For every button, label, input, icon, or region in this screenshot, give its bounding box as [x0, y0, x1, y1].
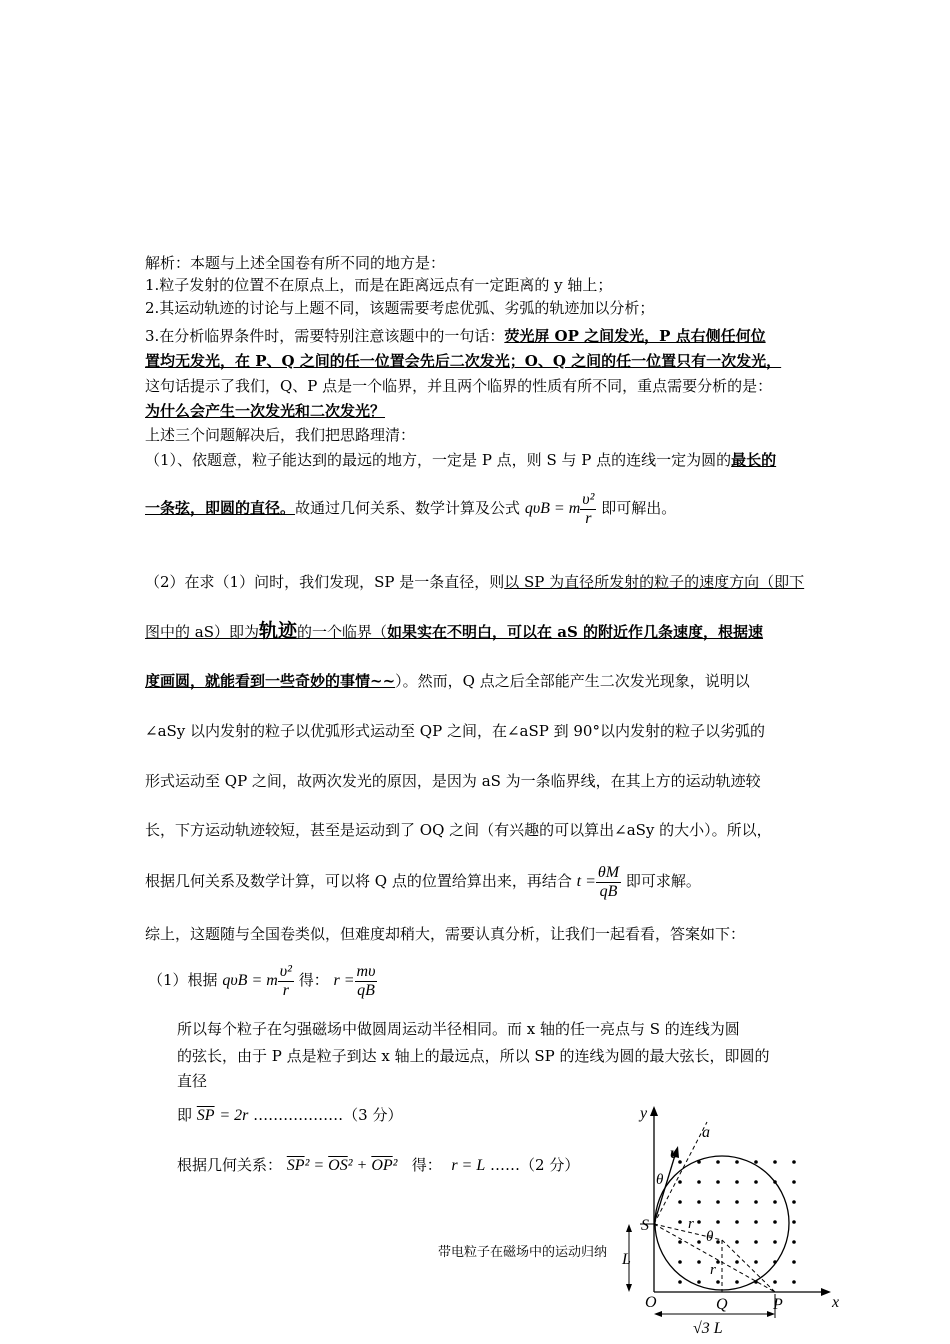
label-s: S — [641, 1217, 649, 1234]
analysis-line-17 — [145, 861, 701, 902]
formula-time-lhs: t = — [576, 873, 596, 890]
field-dot — [773, 1160, 777, 1164]
field-dot — [754, 1220, 758, 1224]
analysis-line-4-text: 3.在分析临界条件时，需要特别注意该题中的一句话： — [145, 327, 505, 345]
answer-line-6-sq3: ² — [392, 1157, 398, 1174]
field-dot — [754, 1260, 758, 1264]
answer-line-6-sq1: ² = — [304, 1157, 329, 1174]
answer-line-6-score: ……（2 分） — [490, 1156, 580, 1174]
analysis-line-6: 这句话提示了我们，Q、P 点是一个临界，并且两个临界的性质有所不同，重点需要分析的是： — [145, 377, 773, 395]
answer-line-1-text: （1）根据 — [148, 971, 218, 989]
analysis-line-11-text: （2）在求（1）问时，我们发现，SP 是一条直径，则 — [145, 573, 505, 591]
label-theta-2: θ — [706, 1229, 714, 1245]
analysis-line-10-text: 故通过几何关系、数学计算及公式 — [295, 499, 521, 517]
analysis-line-11 — [145, 571, 804, 593]
field-dot — [773, 1280, 777, 1284]
field-dot — [735, 1180, 739, 1184]
y-axis-arrow — [650, 1106, 658, 1116]
label-y: y — [640, 1105, 648, 1122]
field-dot — [716, 1160, 720, 1164]
label-q: Q — [716, 1296, 728, 1313]
field-dot — [735, 1240, 739, 1244]
answer-line-5-eq: = 2r — [219, 1107, 249, 1124]
field-dot — [754, 1240, 758, 1244]
field-dot — [773, 1200, 777, 1204]
field-dot — [754, 1200, 758, 1204]
formula-answer-lhs: qυB = m — [222, 972, 278, 989]
answer-line-6-result: r = L — [451, 1157, 486, 1174]
field-dot — [716, 1180, 720, 1184]
analysis-line-13 — [145, 670, 750, 692]
analysis-line-17-text: 根据几何关系及数学计算，可以将 Q 点的位置给算出来，再结合 — [145, 872, 572, 890]
label-o: O — [645, 1294, 657, 1311]
field-dot — [678, 1200, 682, 1204]
field-dot — [716, 1240, 720, 1244]
field-dot — [792, 1160, 796, 1164]
analysis-line-11-underline: 以 SP 为直径所发射的粒子的速度方向（即下 — [504, 573, 805, 591]
field-dot — [792, 1260, 796, 1264]
velocity-vector — [654, 1152, 676, 1224]
field-dot — [697, 1240, 701, 1244]
formula-radius-lhs: r = — [333, 972, 355, 989]
analysis-line-2: 1.粒子发射的位置不在原点上，而是在距离远点有一定距离的 y 轴上； — [145, 276, 613, 294]
label-p: P — [773, 1296, 783, 1313]
answer-line-1-got: 得： — [298, 971, 329, 989]
analysis-line-4-emphasis: 荧光屏 OP 之间发光，P 点右侧任何位 — [504, 327, 766, 345]
answer-line-6-prefix: 根据几何关系： — [177, 1156, 283, 1174]
analysis-line-3: 2.其运动轨迹的讨论与上题不同，该题需要考虑优弧、劣弧的轨迹加以分析； — [145, 299, 655, 317]
field-dot — [792, 1240, 796, 1244]
answer-line-5-prefix: 即 — [177, 1106, 193, 1124]
formula-radius-numerator: mυ — [356, 962, 376, 980]
analysis-line-16: 长，下方运动轨迹较短，甚至是运动到了 OQ 之间（有兴趣的可以算出∠aSy 的大小）。所以， — [145, 821, 772, 839]
field-dot — [697, 1260, 701, 1264]
analysis-line-1: 解析：本题与上述全国卷有所不同的地方是： — [145, 254, 446, 272]
field-dot — [735, 1200, 739, 1204]
formula-time-numerator: θM — [597, 863, 620, 881]
field-dot — [773, 1220, 777, 1224]
formula-answer-denominator: r — [282, 981, 289, 999]
field-dot — [792, 1200, 796, 1204]
answer-line-5-score: ………………（3 分） — [253, 1106, 403, 1124]
field-dot — [773, 1240, 777, 1244]
field-dot — [697, 1180, 701, 1184]
label-sqrt3l: √3 L — [693, 1320, 723, 1337]
label-r-2: r — [710, 1262, 716, 1278]
field-dot — [716, 1260, 720, 1264]
analysis-line-12-underline: 图中的 aS）即为 — [145, 623, 259, 641]
field-dot — [716, 1280, 720, 1284]
analysis-line-9-text: （1）、依题意，粒子能达到的最远的地方，一定是 P 点，则 S 与 P 点的连线一定为圆的 — [145, 451, 732, 469]
label-v: υ — [670, 1145, 678, 1162]
field-dot — [697, 1280, 701, 1284]
page-footer: 带电粒子在磁场中的运动归纳 — [438, 1245, 608, 1260]
answer-line-4: 直径 — [177, 1072, 208, 1090]
analysis-line-12 — [145, 620, 763, 643]
segment-sp: $\overline{SP}$ — [196, 1107, 215, 1124]
segment-op: $\overline{OP}$ — [371, 1157, 393, 1174]
analysis-line-4 — [145, 325, 766, 347]
formula-answer-fraction — [278, 963, 294, 1000]
field-dot — [678, 1260, 682, 1264]
analysis-line-8: 上述三个问题解决后，我们把思路理清： — [145, 426, 416, 444]
formula-answer-numerator: υ² — [279, 962, 292, 980]
analysis-line-13-emphasis: 度画圆，就能看到一些奇妙的事情~~ — [145, 672, 396, 690]
analysis-line-10 — [145, 488, 676, 529]
answer-line-5 — [177, 1100, 402, 1131]
analysis-line-9 — [145, 449, 776, 471]
answer-line-2: 所以每个粒子在匀强磁场中做圆周运动半径相同。而 x 轴的任一亮点与 S 的连线为圆 — [177, 1020, 740, 1038]
label-x: x — [832, 1294, 840, 1311]
answer-line-3: 的弦长，由于 P 点是粒子到达 x 轴上的最远点，所以 SP 的连线为圆的最大弦长，即圆的 — [177, 1047, 770, 1065]
formula-lorentz-fraction — [580, 491, 596, 528]
field-dot — [716, 1220, 720, 1224]
answer-line-1 — [148, 960, 377, 1001]
field-dot — [792, 1220, 796, 1224]
segment-os: $\overline{OS}$ — [328, 1157, 348, 1174]
analysis-line-12-text: 的一个临界（ — [297, 623, 388, 641]
label-l: L — [622, 1251, 631, 1268]
analysis-line-15: 形式运动至 QP 之间，故两次发光的原因，是因为 aS 为一条临界线，在其上方的运动轨迹较 — [145, 772, 761, 790]
formula-lorentz-denominator: r — [585, 509, 592, 527]
magnetic-field-diagram — [610, 1100, 850, 1344]
analysis-line-7: 为什么会产生一次发光和二次发光？ — [145, 402, 386, 420]
x-axis-arrow — [821, 1288, 831, 1296]
analysis-line-10-emphasis: 一条弦，即圆的直径。 — [145, 499, 296, 517]
field-dot — [735, 1160, 739, 1164]
analysis-line-5: 置均无发光，在 P、Q 之间的任一位置会先后二次发光；O、Q 之间的任一位置只有一次发光， — [145, 352, 782, 370]
analysis-line-10-tail: 即可解出。 — [601, 499, 677, 517]
field-dot — [678, 1220, 682, 1224]
field-dot — [697, 1200, 701, 1204]
label-theta-1: θ — [656, 1172, 664, 1188]
analysis-line-18: 综上，这题随与全国卷类似，但难度却稍大，需要认真分析，让我们一起看看，答案如下： — [145, 925, 746, 943]
formula-time-denominator: qB — [599, 882, 618, 900]
field-dot — [678, 1160, 682, 1164]
answer-line-6-sq2: ² + — [347, 1157, 372, 1174]
dimension-sqrt3l-left — [654, 1311, 662, 1317]
field-dot — [735, 1260, 739, 1264]
answer-line-6 — [177, 1150, 579, 1181]
answer-line-6-got: 得： — [411, 1156, 442, 1174]
dimension-l-top — [626, 1224, 632, 1232]
analysis-line-12-emphasis: 如果实在不明白，可以在 aS 的附近作几条速度，根据速 — [387, 623, 764, 641]
dimension-l-bottom — [626, 1284, 632, 1292]
label-r-1: r — [688, 1216, 694, 1232]
formula-time-fraction — [596, 864, 621, 901]
field-dot — [754, 1180, 758, 1184]
analysis-line-12-trajectory: 轨迹 — [259, 620, 298, 642]
field-dot — [678, 1240, 682, 1244]
field-dot — [735, 1280, 739, 1284]
field-dot — [716, 1200, 720, 1204]
formula-lorentz-lhs: qυB = m — [524, 500, 581, 517]
formula-radius-fraction — [355, 963, 378, 1000]
field-dot — [697, 1220, 701, 1224]
formula-lorentz-numerator: υ² — [582, 490, 595, 508]
field-dot — [792, 1280, 796, 1284]
field-dot — [678, 1280, 682, 1284]
label-a: a — [702, 1124, 710, 1141]
segment-sp-2: $\overline{SP}$ — [286, 1157, 305, 1174]
analysis-line-13-text: ）。然而，Q 点之后全部能产生二次发光现象，说明以 — [395, 672, 750, 690]
analysis-line-14: ∠aSy 以内发射的粒子以优弧形式运动至 QP 之间，在∠aSP 到 90°以内发射的粒子以劣弧的 — [145, 722, 765, 740]
field-dot — [792, 1180, 796, 1184]
field-dot — [735, 1220, 739, 1224]
field-dot — [678, 1180, 682, 1184]
field-dot — [754, 1160, 758, 1164]
analysis-line-17-tail: 即可求解。 — [625, 872, 701, 890]
analysis-line-9-emphasis: 最长的 — [731, 451, 777, 469]
formula-radius-denominator: qB — [357, 981, 375, 999]
field-dots — [678, 1160, 796, 1284]
